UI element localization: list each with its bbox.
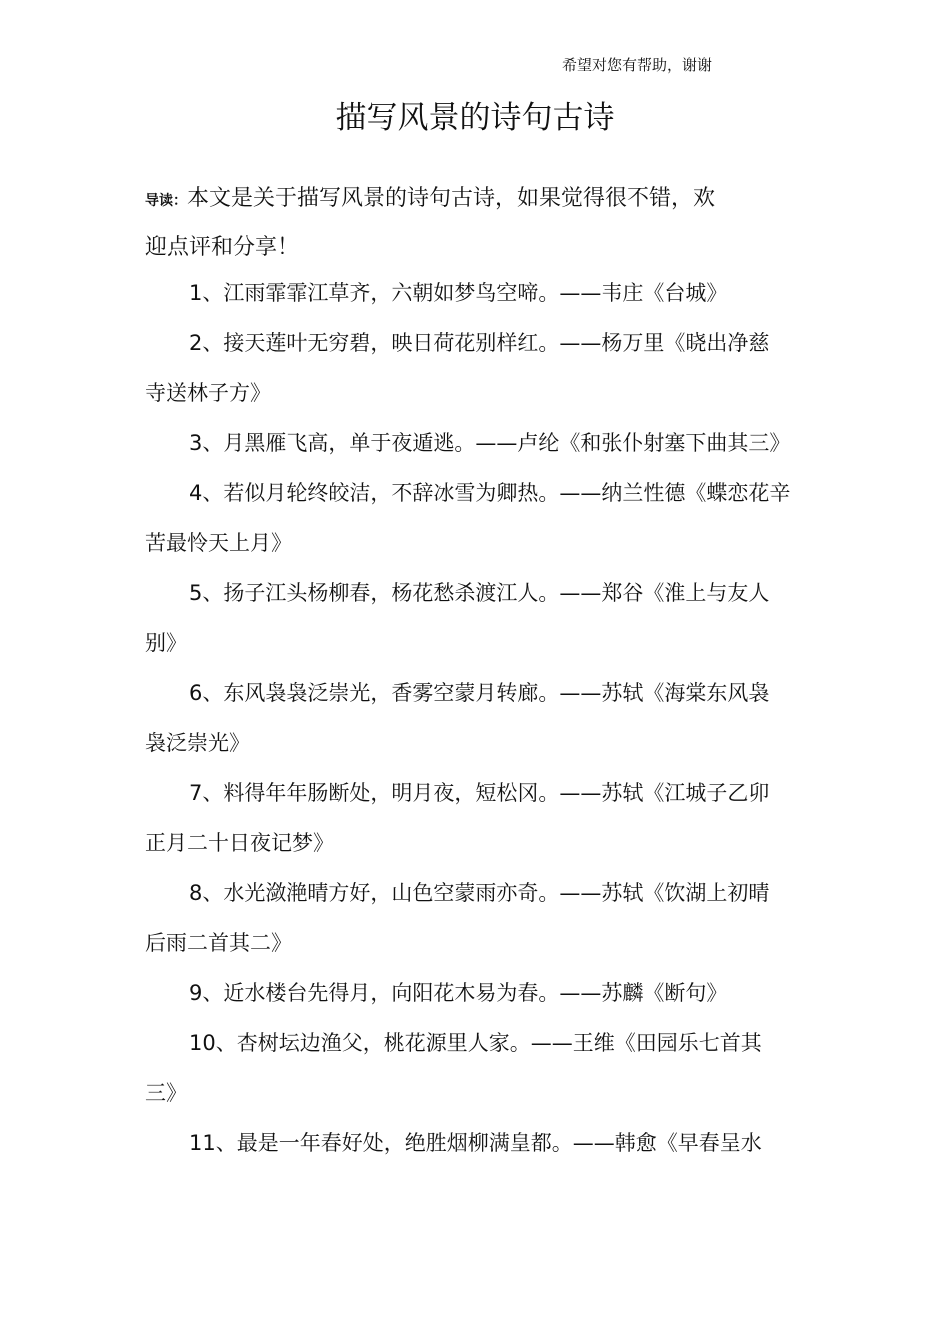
intro-label: 导读： <box>145 193 187 209</box>
poem-11-line-1: 11、最是一年春好处，绝胜烟柳满皇都。——韩愈《早春呈水 <box>189 1131 762 1155</box>
poem-6-line-2: 袅泛崇光》 <box>145 731 250 755</box>
poem-5-line-1: 5、扬子江头杨柳春，杨花愁杀渡江人。——郑谷《淮上与友人 <box>189 581 770 605</box>
page-title: 描写风景的诗句古诗 <box>335 100 615 136</box>
poem-2-line-1: 2、接天莲叶无穷碧，映日荷花别样红。——杨万里《晓出净慈 <box>189 331 770 355</box>
poem-4-line-1: 4、若似月轮终皎洁，不辞冰雪为卿热。——纳兰性德《蝶恋花辛 <box>189 481 791 505</box>
poem-6-line-1: 6、东风袅袅泛崇光，香雾空蒙月转廊。——苏轼《海棠东风袅 <box>189 681 770 705</box>
poem-5-line-2: 别》 <box>145 631 187 655</box>
poem-1-line-1: 1、江雨霏霏江草齐，六朝如梦鸟空啼。——韦庄《台城》 <box>189 281 728 305</box>
poem-list <box>145 268 825 1168</box>
poem-3-line-1: 3、月黑雁飞高，单于夜遁逃。——卢纶《和张仆射塞下曲其三》 <box>189 431 791 455</box>
intro-paragraph <box>145 174 815 272</box>
poem-4-line-2: 苦最怜天上月》 <box>145 531 292 555</box>
poem-10-line-1: 10、杏树坛边渔父，桃花源里人家。——王维《田园乐七首其 <box>189 1031 762 1055</box>
poem-7-line-1: 7、料得年年肠断处，明月夜，短松冈。——苏轼《江城子乙卯 <box>189 781 770 805</box>
intro-text-1: 本文是关于描写风景的诗句古诗，如果觉得很不错，欢 <box>187 186 716 211</box>
poem-10-line-2: 三》 <box>145 1081 187 1105</box>
poem-8-line-2: 后雨二首其二》 <box>145 931 292 955</box>
intro-line-1 <box>145 174 815 223</box>
poem-9-line-1: 9、近水楼台先得月，向阳花木易为春。——苏麟《断句》 <box>189 981 728 1005</box>
header-note: 希望对您有帮助，谢谢 <box>562 56 713 74</box>
poem-2-line-2: 寺送林子方》 <box>145 381 271 405</box>
poem-8-line-1: 8、水光潋滟晴方好，山色空蒙雨亦奇。——苏轼《饮湖上初晴 <box>189 881 770 905</box>
intro-line-2: 迎点评和分享！ <box>145 235 300 260</box>
poem-7-line-2: 正月二十日夜记梦》 <box>145 831 334 855</box>
